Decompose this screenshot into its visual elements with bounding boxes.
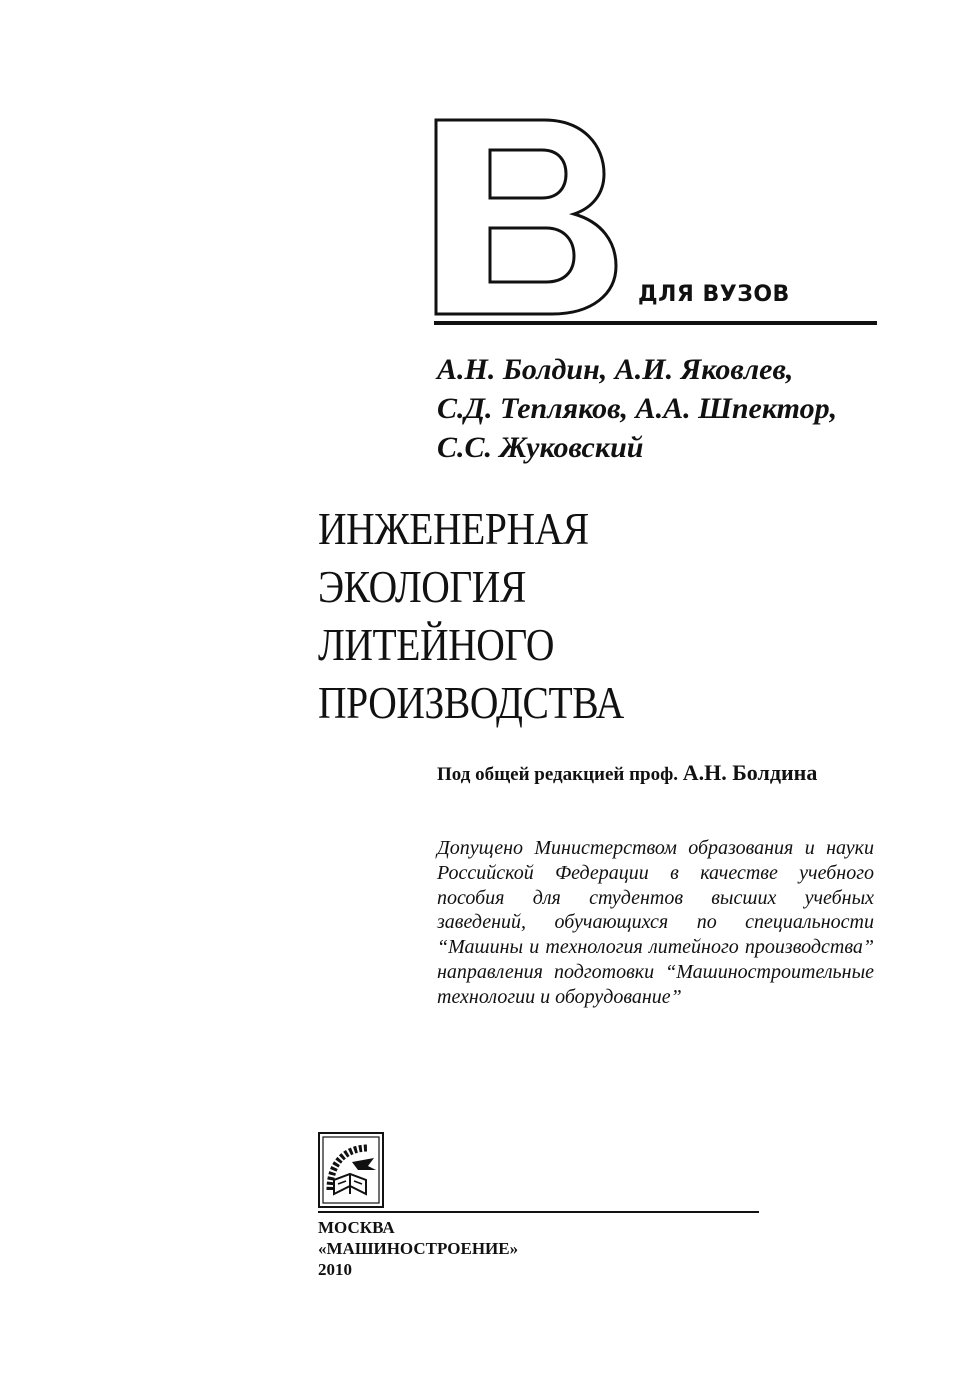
title-line: ЭКОЛОГИЯ <box>318 561 526 612</box>
editor-name: А.Н. Болдина <box>682 760 818 785</box>
imprint-publisher: «МАШИНОСТРОЕНИЕ» <box>318 1239 519 1258</box>
title-line: ИНЖЕНЕРНАЯ <box>318 503 589 554</box>
imprint <box>318 1217 518 1280</box>
imprint-city: МОСКВА <box>318 1218 395 1237</box>
book-title <box>318 500 624 732</box>
series-letter-logo-icon <box>434 118 634 316</box>
editor-prefix: Под общей редакцией проф. <box>437 764 679 785</box>
imprint-year: 2010 <box>318 1260 352 1279</box>
author-line: С.С. Жуковский <box>437 431 644 464</box>
approval-statement: Допущено Министерством образования и науки Российской Федерации в качестве учебного пособия для студентов высших учебных заведений, обучающихся по специальности “Машины и технология литейного производства” направления подготовки “Машиностроительные технологии и оборудование” <box>437 837 874 1008</box>
series-label: ДЛЯ ВУЗОВ <box>638 282 790 307</box>
author-line: С.Д. Тепляков, А.А. Шпектор, <box>437 392 838 425</box>
top-rule-divider <box>434 321 877 325</box>
editor-credit <box>437 760 817 786</box>
author-line: А.Н. Болдин, А.И. Яковлев, <box>437 353 794 386</box>
publisher-emblem-icon <box>318 1132 384 1208</box>
title-line: ПРОИЗВОДСТВА <box>318 677 624 728</box>
authors-block <box>437 350 837 467</box>
title-line: ЛИТЕЙНОГО <box>318 619 555 670</box>
bottom-rule-divider <box>318 1211 759 1213</box>
